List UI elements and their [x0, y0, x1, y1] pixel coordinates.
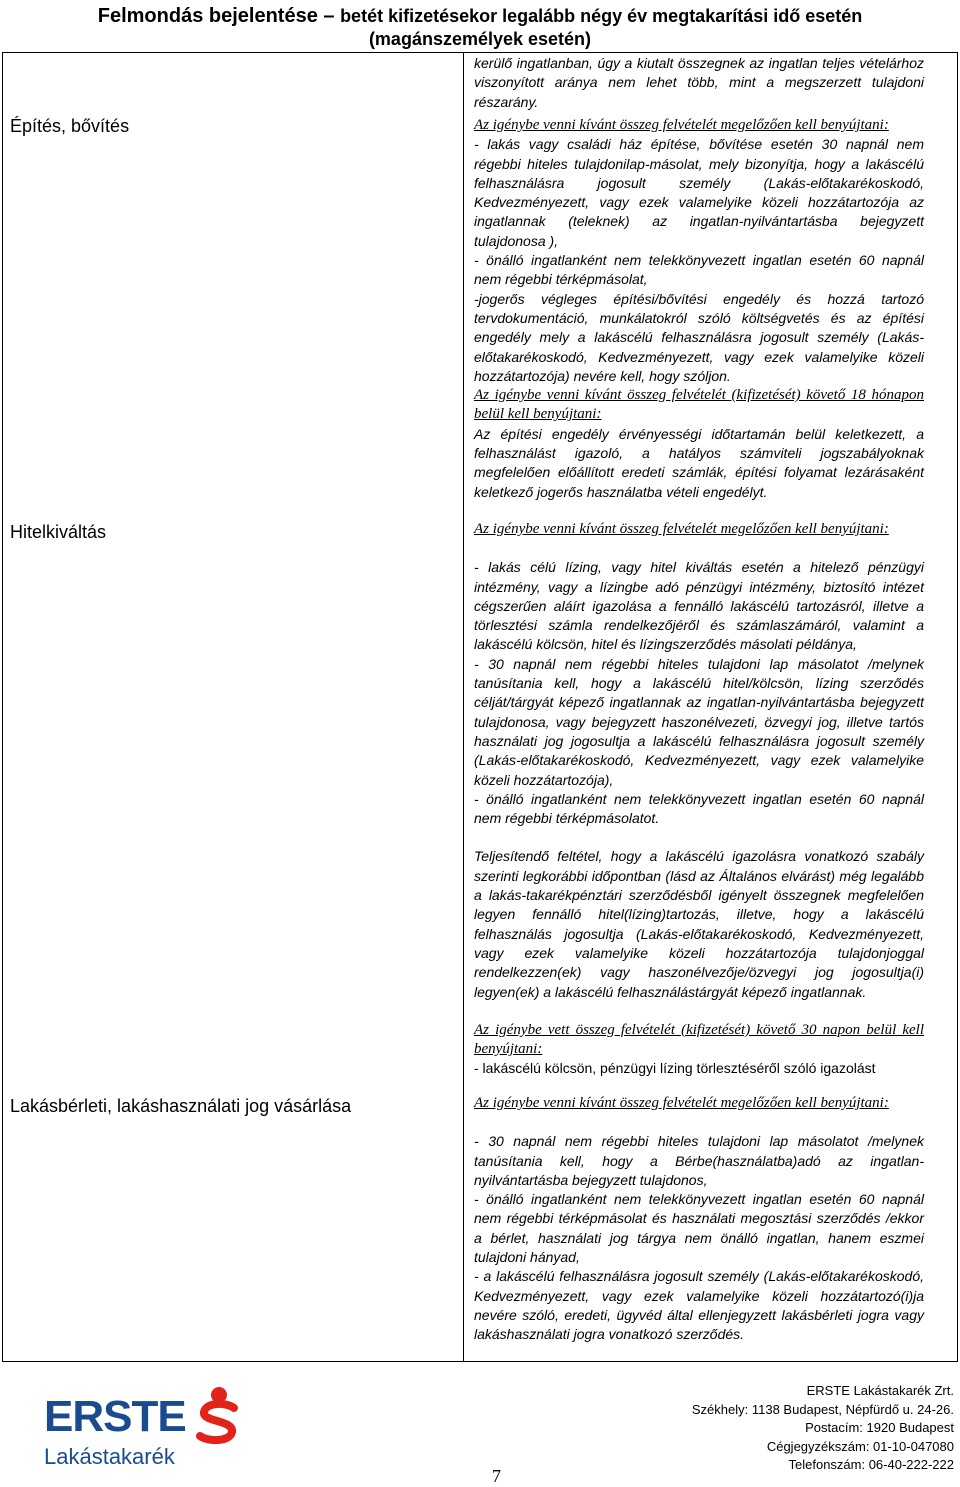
table-column-divider: [463, 52, 464, 1362]
row-content-epites: [474, 116, 924, 502]
title-sub: betét kifizetésekor legalább négy év megtakarítási idő esetén: [340, 6, 863, 26]
paragraph: - lakáscélú kölcsön, pénzügyi lízing törlesztéséről szóló igazolást: [474, 1060, 876, 1077]
heading-before: Az igénybe venni kívánt összeg felvételét megelőzően kell benyújtani:: [474, 521, 889, 537]
footer-line: Székhely: 1138 Budapest, Népfürdő u. 24-26.: [691, 1401, 954, 1417]
table-border-bottom: [2, 1361, 958, 1362]
paragraph: - a lakáscélú felhasználásra jogosult személy (Lakás-előtakarékoskodó, Kedvezményezett, vagy ezek valamelyike közeli hozzátartozó(i)ja nevére szóló, eredeti, ügyvéd által ellenjegyzett lakásbérleti jogra vagy lakáshasználati jogra vonatkozó szerződés.: [474, 1268, 924, 1343]
carryover-text: kerülő ingatlanban, úgy a kiutalt összegnek az ingatlan teljes vételárhoz viszonyított aránya nem lehet több, mint a megszerzett tulajdoni részarány.: [474, 55, 924, 110]
paragraph: - önálló ingatlanként nem telekkönyvezett ingatlan esetén 60 napnál nem régebbi térképmásolat,: [474, 252, 924, 288]
paragraph: - 30 napnál nem régebbi hiteles tulajdoni lap másolatot /melynek tanúsítania kell, hogy a Bérbe(használatba)adó az ingatlan-nyilvántartásba bejegyzett tulajdonos,: [474, 1133, 924, 1188]
heading-after: Az igénybe vett összeg felvételét (kifizetését) követő 30 napon belül kell benyújtani:: [474, 1021, 924, 1058]
paragraph: - lakás célú lízing, vagy hitel kiváltás esetén a hitelező pénzügyi intézmény, vagy a lízingbe adó pénzügyi intézmény, biztosító intézet cégszerűen aláírt igazolása a fennálló lakáscélú tartozásról, illetve a törlesztési számla rendelkezőjéről és számlaszámáról, valamint a lakáscélú kölcsön, hitel és lízingszerződés másolati példánya,: [474, 559, 924, 653]
spacer: [474, 828, 924, 847]
paragraph: - önálló ingatlanként nem telekkönyvezett ingatlan esetén 60 napnál nem régebbi térképmásolatot.: [474, 790, 924, 827]
footer-line: ERSTE Lakástakarék Zrt.: [806, 1383, 954, 1398]
footer-line: Cégjegyzékszám: 01-10-047080: [766, 1438, 954, 1454]
paragraph: Teljesítendő feltétel, hogy a lakáscélú igazolásra vonatkozó szabály szerinti legkorábbi időpontban (lásd az Általános elvárást) még legalább a lakás-takarékpénztári szerződésből igényelt összegnek megfelelően legyen fennálló hitel(lízing)tartozás, illetve, hogy a lakáscélú felhasználás jogosultja (Lakás-előtakarékoskodó, Kedvezményezett, vagy ezek valamelyike közeli hozzátartozója tulajdonjoggal rendelkezzen(ek) vagy haszonélvezője/özvegyi jog jogosultja(i) legyen(ek) a lakáscélú felhasználástárgyát képező ingatlannak.: [474, 848, 924, 1000]
table-border-top: [2, 52, 958, 53]
row-label-hitel: Hitelkiváltás: [10, 522, 107, 542]
heading-after: Az igénybe venni kívánt összeg felvételét (kifizetését) követő 18 hónapon belül kell benyújtani:: [474, 387, 924, 423]
paragraph: - lakás vagy családi ház építése, bővítése esetén 30 napnál nem régebbi hiteles tulajdonilap-másolat, mely bizonyítja, hogy a lakáscélú felhasználásra jogosult személy (Lakás-előtakarékoskodó, Kedvezményezett, vagy ezek valamelyike közeli hozzátartozója az ingatlannak (teleknek) az ingatlan-nyilvántartásba bejegyzett tulajdonosa ),: [474, 136, 924, 249]
erste-logo: [44, 1386, 244, 1472]
paragraph: Az építési engedély érvényességi időtartamán belül keletkezett, a felhasználást igazoló, a hatályos számviteli jogszabályoknak megfelelően előállított eredeti számlák, építési folyamat lezárásaként keletkező jogerős használatba vételi engedélyt.: [474, 425, 924, 500]
spacer: [474, 1002, 924, 1021]
row-label-berlet: Lakásbérleti, lakáshasználati jog vásárlása: [10, 1096, 352, 1116]
page-header: [0, 0, 960, 50]
company-footer: [692, 1382, 954, 1475]
spacer: [474, 1113, 924, 1132]
logo-s-icon: [196, 1386, 242, 1446]
row-content-berlet: [474, 1094, 924, 1345]
document-title: [0, 4, 960, 28]
title-line2: (magánszemélyek esetén): [368, 29, 592, 49]
heading-before: Az igénybe venni kívánt összeg felvételét megelőzően kell benyújtani:: [474, 117, 889, 133]
table-border-left: [2, 52, 3, 1362]
title-main: Felmondás bejelentése: [97, 5, 318, 27]
page-number: 7: [492, 1466, 501, 1486]
footer-line: Postacím: 1920 Budapest: [805, 1420, 954, 1435]
row-label-epites: Építés, bővítés: [10, 116, 130, 136]
logo-sub: Lakástakarék: [44, 1444, 175, 1469]
title-dash: –: [317, 5, 341, 27]
footer-line: Telefonszám: 06-40-222-222: [788, 1457, 954, 1472]
paragraph: - 30 napnál nem régebbi hiteles tulajdoni lap másolatot /melynek tanúsítania kell, hogy a lakáscélú hitel/kölcsön, lízing szerződés célját/tárgyát képező ingatlannak az ingatlan-nyilvántartásba bejegyzett tulajdonosa, vagy bejegyzett haszonélvezeti, özvegyi jog, illetve tartós használati jog jogosultja a lakáscélú felhasználásra jogosult személy (Lakás-előtakarékoskodó, Kedvezményezett, vagy ezek valamelyike közeli hozzátartozója),: [474, 655, 924, 788]
paragraph: - önálló ingatlanként nem telekkönyvezett ingatlan esetén 60 napnál nem régebbi térképmásolat és használati megosztási szerződés /ekkor a bérlet, használati jog tárgya nem önálló ingatlan, hanem eszmei tulajdoni hányad,: [474, 1191, 924, 1266]
logo-brand: ERSTE: [44, 1392, 186, 1441]
paragraph: -jogerős végleges építési/bővítési engedély és hozzá tartozó tervdokumentáció, munkálatokról szóló költségvetés és az építési engedély mely a lakáscélú felhasználásra jogosult személy (Lakás-előtakarékoskodó, Kedvezményezett, vagy ezek valamelyike közeli hozzátartozója) nevére kell, hogy szóljon.: [474, 290, 924, 384]
table-border-right: [957, 52, 958, 1362]
spacer: [474, 539, 924, 558]
heading-before: Az igénybe venni kívánt összeg felvételét megelőzően kell benyújtani:: [474, 1095, 889, 1111]
row-content-hitel: [474, 520, 924, 1079]
